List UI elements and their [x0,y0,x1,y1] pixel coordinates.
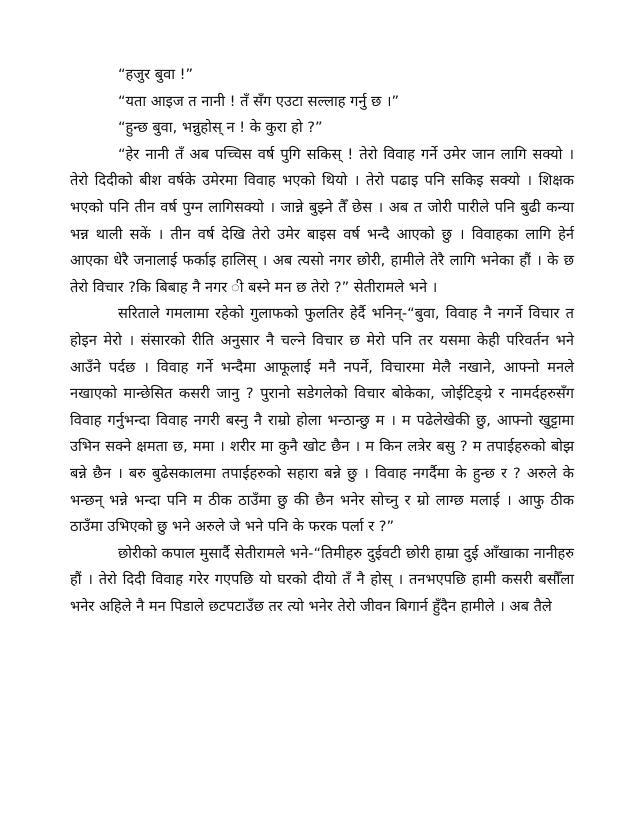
paragraph-daughter-ask: “हुन्छ बुवा, भन्नुहोस् न ! के कुरा हो ?” [118,119,323,137]
paragraph-father-speech: “हेर नानी तँ अब पच्चिस वर्ष पुगि सकिस् ! तेरो विवाह गर्ने उमेर जान लागि सक्यो । तेरो दिदीको बीश वर्षके उमेरमा विवाह भएको थियो । तेरो पढाइ पनि सकिइ सक्यो । शिक्षक भएको पनि तीन वर्ष पुग्न लागिसक्यो । जान्ने बुझ्ने तैँ छेस । अब त जोरी पारीले पनि बुढी कन्या भन्न थाली सकें । तीन वर्ष देखि तेरो उमेर बाइस वर्ष भन्दै आएको छु । विवाहका लागि हेर्न आएका धेरै जनालाई फर्काइ हालिस् । अब त्यसो नगर छोरी, हामीले तेरै लागि भनेका हौं । के छ तेरो विचार ?कि बिबाह नै नगर ी बस्ने मन छ तेरो ?” सेतीरामले भने । [70,145,574,296]
paragraph-setiram-reply: छोरीको कपाल मुसार्दै सेतीरामले भने-“तिमीहरु दुईवटी छोरी हाम्रा दुई आँखाका नानीहरु हौं । तेरो दिदी विवाह गरेर गएपछि यो घरको दीयो तँ नै होस् । तनभएपछि हामी कसरी बसौँला भनेर अहिले नै मन पिडाले छटपटाउँछ तर त्यो भनेर तेरो जीवन बिगार्न हुँदैन हामीले । अब तैले [70,544,574,615]
paragraph-daughter-reply: “हजुर बुवा !” [118,66,194,83]
story-text [70,62,574,620]
paragraph-sarita-response: सरिताले गमलामा रहेको गुलाफको फुलतिर हेर्दै भनिन्-“बुवा, विवाह नै नगर्ने विचार त होइन मेरो । संसारको रीति अनुसार नै चल्ने विचार छ मेरो पनि तर यसमा केही परिवर्तन भने आउँने पर्दछ । विवाह गर्ने भन्दैमा आफूलाई मनै नपर्ने, विचारमा मेलै नखाने, आफ्नो मनले नखाएको मान्छेसित कसरी जानु ? पुरानो सडेगलेको विचार बोकेका, जोईटिङ्ग्रे र नामर्दहरुसँग विवाह गर्नुभन्दा विवाह नगरी बस्नु नै राम्रो होला भन्ठान्छु म । म पढेलेखेकी छु, आफ्नो खुट्टामा उभिन सक्ने क्षमता छ, ममा । शरीर मा कुनै खोट छैन । म किन लत्रेर बसु ? म तपाईहरुको बोझ बन्ने छैन । बरु बुढेसकालमा तपाईहरुको सहारा बन्ने छु । विवाह नगर्दैमा के हुन्छ र ? अरुले के भन्छन् भन्ने भन्दा पनि म ठीक ठाउँमा छु की छैन भनेर सोच्नु र म्रो लाग्छ मलाई । आफु ठीक ठाउँमा उभिएको छु भने अरुले जे भने पनि के फरक पर्ला र ?” [70,305,574,536]
paragraph-father-call: “यता आइज त नानी ! तँ सँग एउटा सल्लाह गर्नु छ ।” [118,92,400,110]
